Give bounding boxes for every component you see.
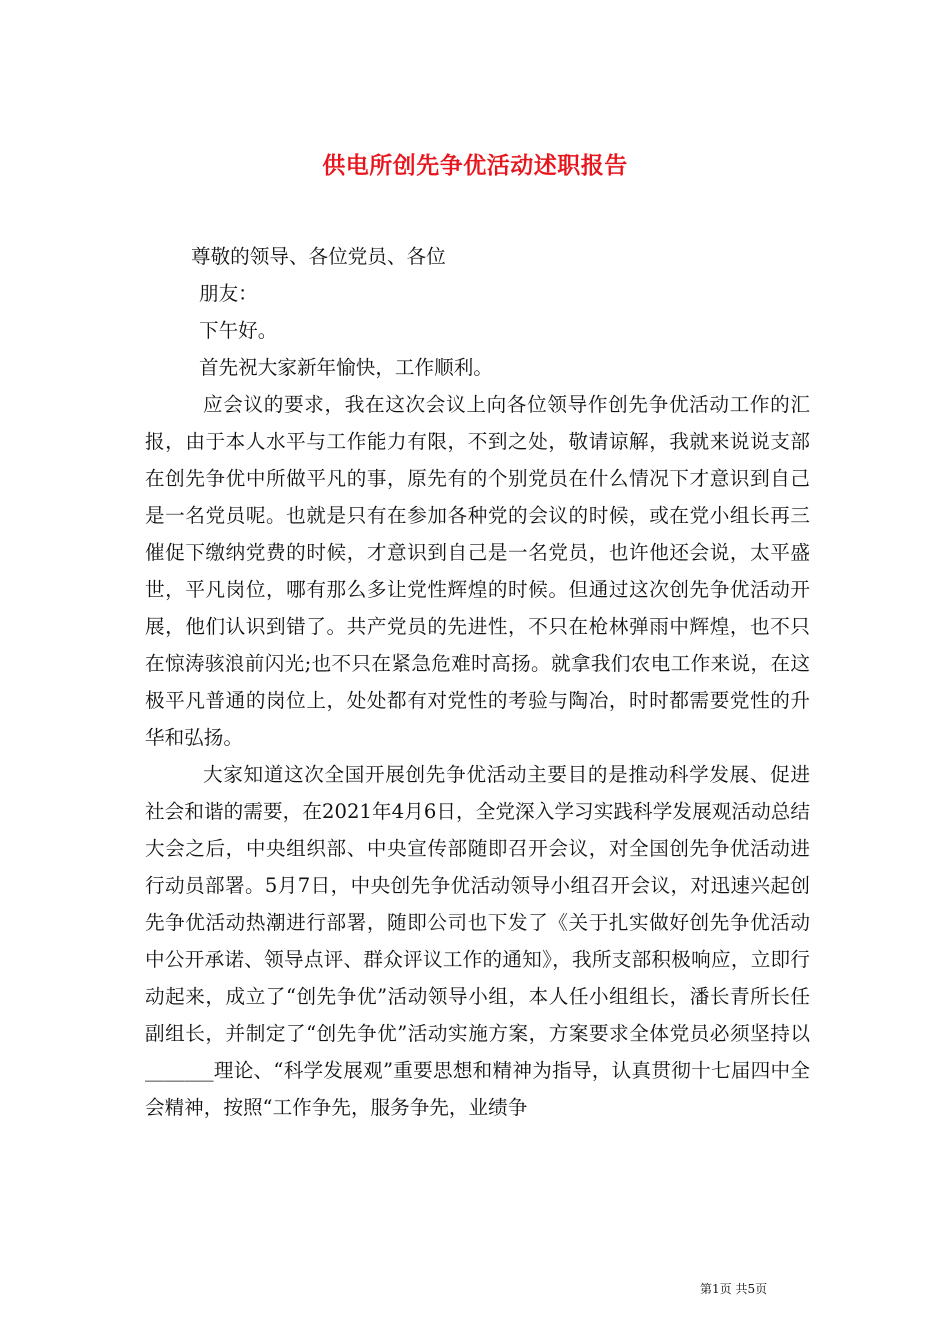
- document-title: 供电所创先争优活动述职报告: [322, 152, 628, 180]
- greeting: 下午好。: [199, 319, 278, 342]
- paragraph-1: 应会议的要求，我在这次会议上向各位领导作创先争优活动工作的汇报，由于本人水平与工作能力有限，不到之处，敬请谅解，我就来说说支部在创先争优中所做平凡的事，原先有的个别党员在什么情况下才意识到自己是一名党员呢。也就是只有在参加各种党的会议的时候，或在党小组长再三催促下缴纳党费的时候，才意识到自己是一名党员，也许他还会说，太平盛世，平凡岗位，哪有那么多让党性辉煌的时候。但通过这次创先争优活动开展，他们认识到错了。共产党员的先进性，不只在枪林弹雨中辉煌，也不只在惊涛骇浪前闪光;也不只在紧急危难时高扬。就拿我们农电工作来说，在这极平凡普通的岗位上，处处都有对党性的考验与陶冶，时时都需要党性的升华和弘扬。: [145, 393, 810, 749]
- salutation: 尊敬的领导、各位党员、各位: [191, 245, 446, 268]
- paragraph-2: 大家知道这次全国开展创先争优活动主要目的是推动科学发展、促进社会和谐的需要，在2021年4月6日，全党深入学习实践科学发展观活动总结大会之后，中央组织部、中央宣传部随即召开会议，对全国创先争优活动进行动员部署。5月7日，中央创先争优活动领导小组召开会议，对迅速兴起创先争优活动热潮进行部署，随即公司也下发了《关于扎实做好创先争优活动中公开承诺、领导点评、群众评议工作的通知》，我所支部积极响应，立即行动起来，成立了“创先争优”活动领导小组，本人任小组组长，潘长青所长任副组长，并制定了“创先争优”活动实施方案，方案要求全体党员必须坚持以_______理论、“科学发展观”重要思想和精神为指导，认真贯彻十七届四中全会精神，按照“工作争先，服务争先，业绩争: [145, 763, 810, 1119]
- document-body: [145, 238, 810, 1126]
- page-number: 第1页 共5页: [700, 1282, 768, 1296]
- new-year-wish: 首先祝大家新年愉快，工作顺利。: [199, 356, 493, 379]
- salutation-continued: 朋友：: [199, 282, 258, 305]
